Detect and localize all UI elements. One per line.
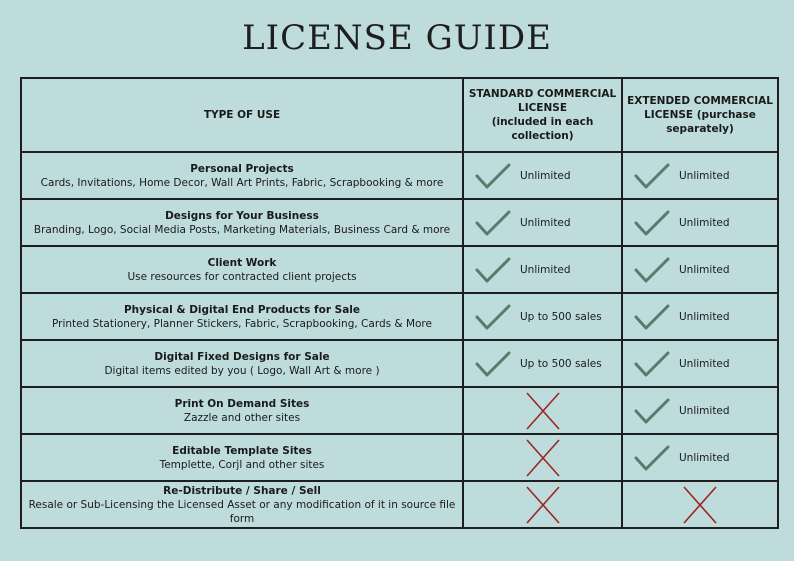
check-icon bbox=[633, 444, 671, 472]
check-icon bbox=[633, 162, 671, 190]
type-of-use-cell bbox=[21, 387, 463, 434]
table-row bbox=[21, 481, 778, 528]
license-limit-label: Unlimited bbox=[679, 169, 730, 182]
extended-license-cell bbox=[622, 152, 778, 199]
use-description: Branding, Logo, Social Media Posts, Marketing Materials, Business Card & more bbox=[33, 223, 451, 236]
use-title: Physical & Digital End Products for Sale bbox=[123, 303, 361, 316]
type-of-use-cell bbox=[21, 481, 463, 528]
license-limit-label: Unlimited bbox=[520, 216, 571, 229]
check-icon bbox=[474, 256, 512, 284]
use-description: Resale or Sub-Licensing the Licensed Asset or any modification of it in source file form bbox=[28, 498, 456, 525]
header-standard-license: STANDARD COMMERCIAL LICENSE (included in each collection) bbox=[463, 78, 622, 152]
use-description: Cards, Invitations, Home Decor, Wall Art Prints, Fabric, Scrapbooking & more bbox=[40, 176, 444, 189]
license-limit-label: Up to 500 sales bbox=[520, 357, 602, 370]
use-title: Editable Template Sites bbox=[172, 444, 312, 457]
x-icon bbox=[525, 391, 561, 431]
x-icon bbox=[682, 485, 718, 525]
table-row bbox=[21, 387, 778, 434]
use-description: Use resources for contracted client projects bbox=[127, 270, 357, 283]
header-extended-license: EXTENDED COMMERCIAL LICENSE (purchase separately) bbox=[622, 78, 778, 152]
use-title: Digital Fixed Designs for Sale bbox=[154, 350, 330, 363]
license-limit-label: Unlimited bbox=[520, 169, 571, 182]
license-limit-label: Unlimited bbox=[679, 216, 730, 229]
check-icon bbox=[633, 397, 671, 425]
x-icon bbox=[525, 438, 561, 478]
license-limit-label: Unlimited bbox=[679, 310, 730, 323]
check-icon bbox=[474, 209, 512, 237]
use-description: Templette, Corjl and other sites bbox=[159, 458, 325, 471]
type-of-use-cell bbox=[21, 246, 463, 293]
use-title: Designs for Your Business bbox=[165, 209, 319, 222]
check-icon bbox=[633, 256, 671, 284]
standard-license-cell bbox=[463, 293, 622, 340]
table-row bbox=[21, 152, 778, 199]
license-limit-label: Unlimited bbox=[679, 451, 730, 464]
use-title: Client Work bbox=[207, 256, 277, 269]
type-of-use-cell bbox=[21, 152, 463, 199]
check-icon bbox=[633, 350, 671, 378]
table-row bbox=[21, 340, 778, 387]
standard-license-cell bbox=[463, 152, 622, 199]
table-row bbox=[21, 293, 778, 340]
type-of-use-cell bbox=[21, 340, 463, 387]
standard-license-cell bbox=[463, 387, 622, 434]
page-title: LICENSE GUIDE bbox=[242, 18, 552, 58]
extended-license-cell bbox=[622, 246, 778, 293]
license-limit-label: Unlimited bbox=[679, 263, 730, 276]
header-type-of-use: TYPE OF USE bbox=[21, 78, 463, 152]
use-title: Personal Projects bbox=[190, 162, 294, 175]
check-icon bbox=[474, 350, 512, 378]
extended-license-cell bbox=[622, 293, 778, 340]
type-of-use-cell bbox=[21, 199, 463, 246]
extended-license-cell bbox=[622, 199, 778, 246]
use-title: Re-Distribute / Share / Sell bbox=[163, 484, 321, 497]
use-description: Zazzle and other sites bbox=[183, 411, 301, 424]
extended-license-cell bbox=[622, 340, 778, 387]
standard-license-cell bbox=[463, 199, 622, 246]
extended-license-cell bbox=[622, 481, 778, 528]
check-icon bbox=[474, 162, 512, 190]
type-of-use-cell bbox=[21, 293, 463, 340]
standard-license-cell bbox=[463, 246, 622, 293]
extended-license-cell bbox=[622, 387, 778, 434]
table-row bbox=[21, 199, 778, 246]
standard-license-cell bbox=[463, 481, 622, 528]
check-icon bbox=[633, 303, 671, 331]
table-row bbox=[21, 246, 778, 293]
license-table bbox=[20, 77, 779, 529]
check-icon bbox=[633, 209, 671, 237]
check-icon bbox=[474, 303, 512, 331]
license-limit-label: Unlimited bbox=[520, 263, 571, 276]
standard-license-cell bbox=[463, 340, 622, 387]
table-header-row bbox=[21, 78, 778, 152]
license-limit-label: Unlimited bbox=[679, 357, 730, 370]
license-limit-label: Up to 500 sales bbox=[520, 310, 602, 323]
x-icon bbox=[525, 485, 561, 525]
use-description: Digital items edited by you ( Logo, Wall Art & more ) bbox=[104, 364, 380, 377]
license-limit-label: Unlimited bbox=[679, 404, 730, 417]
use-description: Printed Stationery, Planner Stickers, Fabric, Scrapbooking, Cards & More bbox=[52, 317, 432, 330]
standard-license-cell bbox=[463, 434, 622, 481]
extended-license-cell bbox=[622, 434, 778, 481]
type-of-use-cell bbox=[21, 434, 463, 481]
table-row bbox=[21, 434, 778, 481]
use-title: Print On Demand Sites bbox=[174, 397, 310, 410]
